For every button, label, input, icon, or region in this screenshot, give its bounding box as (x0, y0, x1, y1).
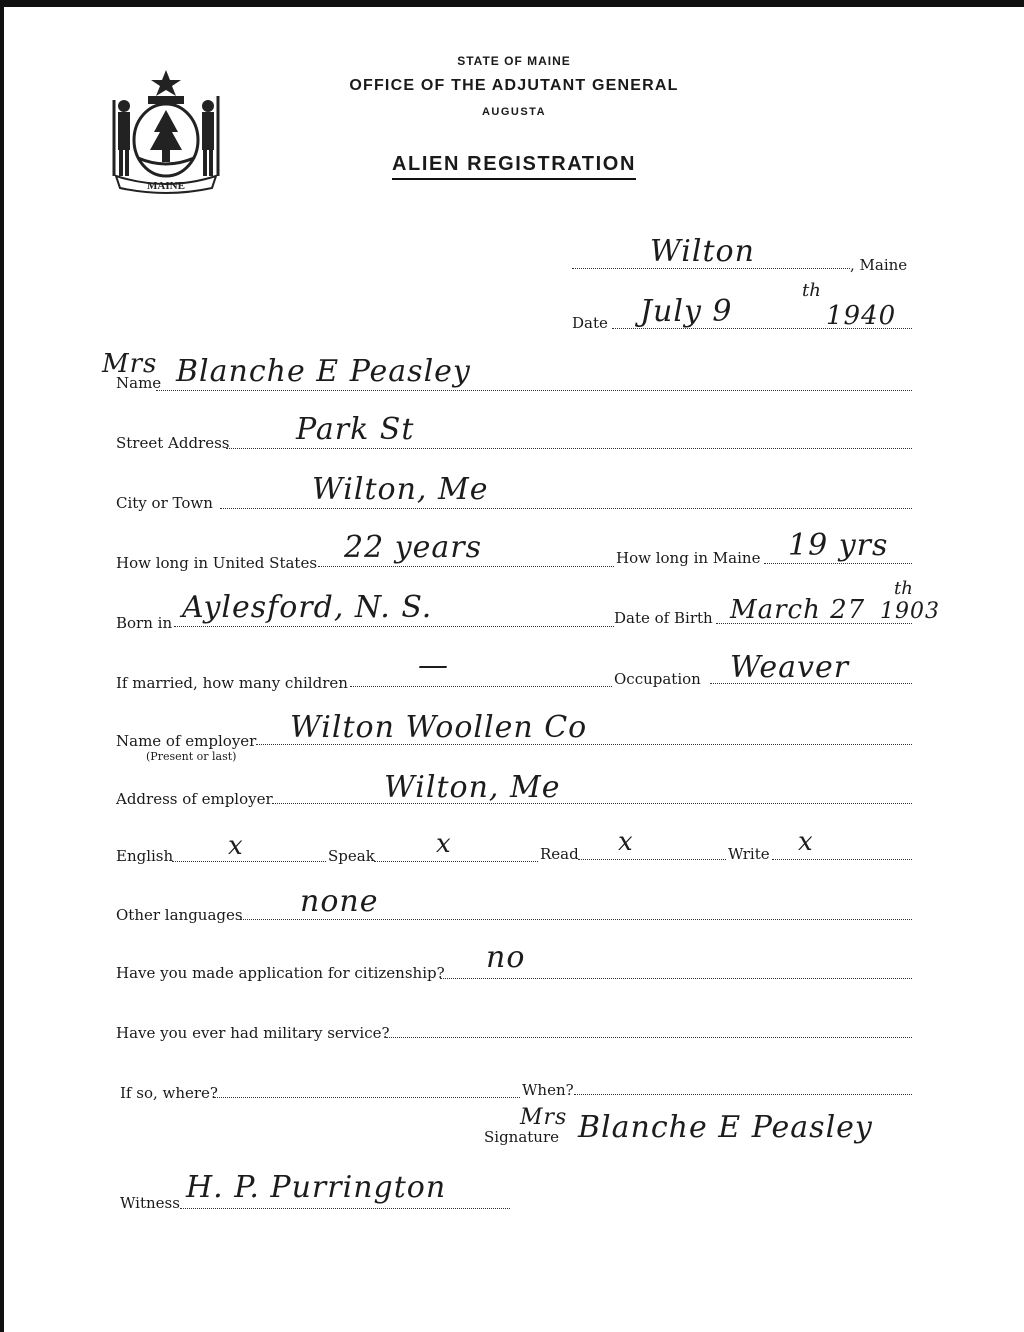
scan-border-left (0, 0, 4, 1332)
header-city: AUGUSTA (481, 106, 547, 118)
street-entry: Park St (296, 412, 415, 447)
header-office: OFFICE OF THE ADJUTANT GENERAL (349, 77, 679, 94)
speak-label: Speak (328, 847, 375, 865)
write-label: Write (728, 845, 770, 863)
when-field-line (574, 1094, 912, 1095)
how-long-maine-entry: 19 yrs (788, 528, 889, 563)
write-mark: x (798, 827, 814, 857)
children-field-line (350, 686, 612, 687)
street-label: Street Address (116, 434, 230, 452)
employer-label: Name of employer (116, 732, 257, 750)
children-label: If married, how many children (116, 674, 348, 692)
english-label: English (116, 847, 174, 865)
dob-entry: March 27 (730, 595, 866, 625)
employer-note-label: (Present or last) (146, 750, 237, 763)
other-languages-field-line (240, 919, 912, 920)
employer-entry: Wilton Woollen Co (290, 710, 588, 745)
read-field-line (578, 859, 726, 860)
speak-field-line (374, 861, 538, 862)
name-entry: Blanche E Peasley (176, 354, 471, 389)
other-languages-entry: none (300, 884, 379, 919)
other-languages-label: Other languages (116, 906, 243, 924)
date-entry: July 9 (640, 294, 733, 329)
read-mark: x (618, 827, 634, 857)
born-in-label: Born in (116, 614, 173, 632)
how-long-maine-field-line (764, 563, 912, 564)
date-ordinal: th (802, 280, 821, 301)
if-so-where-label: If so, where? (120, 1084, 218, 1102)
date-label: Date (572, 314, 608, 332)
name-field-line (156, 390, 912, 391)
employer-address-field-line (272, 803, 912, 804)
signature-prefix-entry: Mrs (520, 1105, 568, 1130)
dob-year-entry: 1903 (880, 599, 940, 624)
military-field-line (386, 1037, 912, 1038)
employer-address-entry: Wilton, Me (384, 770, 561, 805)
witness-label: Witness (120, 1194, 180, 1212)
occupation-entry: Weaver (730, 650, 850, 685)
name-prefix-entry: Mrs (102, 349, 158, 379)
when-label: When? (522, 1081, 574, 1099)
date-year-entry: 1940 (826, 301, 897, 331)
how-long-us-entry: 22 years (344, 530, 483, 565)
speak-mark: x (436, 829, 452, 859)
english-field-line (172, 861, 326, 862)
header-state: STATE OF MAINE (457, 54, 571, 68)
name-label: Name (116, 374, 162, 392)
seal-banner-text: MAINE (147, 180, 185, 192)
city-entry: Wilton, Me (312, 472, 489, 507)
form-title (0, 153, 1024, 176)
write-field-line (772, 859, 912, 860)
read-label: Read (540, 845, 579, 863)
witness-entry: H. P. Purrington (186, 1170, 447, 1205)
how-long-us-field-line (318, 566, 614, 567)
street-field-line (226, 448, 912, 449)
occupation-label: Occupation (614, 670, 701, 688)
signature-label: Signature (484, 1128, 560, 1146)
employer-address-label: Address of employer (116, 790, 273, 808)
born-in-field-line (174, 626, 614, 627)
english-mark: x (228, 831, 244, 861)
citizenship-label: Have you made application for citizenship? (116, 964, 445, 982)
dob-ordinal: th (894, 578, 913, 599)
if-so-where-field-line (214, 1097, 520, 1098)
signature-entry: Blanche E Peasley (578, 1110, 873, 1145)
scan-border-top (0, 0, 1024, 7)
city-label: City or Town (116, 494, 213, 512)
born-in-entry: Aylesford, N. S. (182, 590, 433, 625)
maine-suffix-label: , Maine (850, 256, 908, 274)
witness-field-line (180, 1208, 510, 1209)
military-label: Have you ever had military service? (116, 1024, 390, 1042)
how-long-maine-label: How long in Maine (616, 549, 761, 567)
town-entry: Wilton (650, 234, 755, 269)
children-entry: — (418, 648, 449, 683)
city-field-line (220, 508, 912, 509)
form-title-text: ALIEN REGISTRATION (392, 153, 636, 180)
dob-label: Date of Birth (614, 609, 713, 627)
citizenship-entry: no (486, 940, 526, 975)
how-long-us-label: How long in United States (116, 554, 318, 572)
citizenship-field-line (440, 978, 912, 979)
